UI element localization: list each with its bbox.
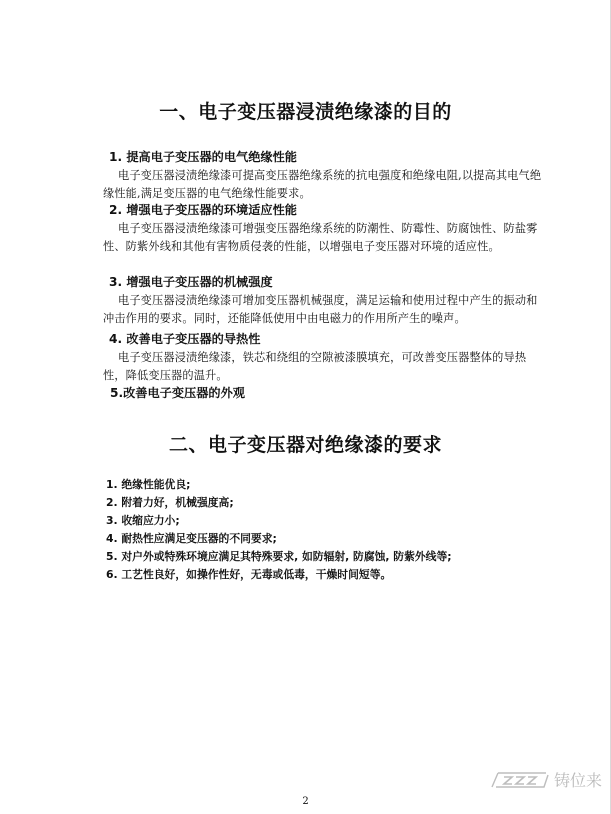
requirement-item: 3. 收缩应力小; [106, 514, 180, 527]
section-1-title: 1. 提高电子变压器的电气绝缘性能 [109, 150, 297, 164]
section-3-title: 3. 增强电子变压器的机械强度 [109, 275, 273, 289]
section-3-body: 电子变压器浸渍绝缘漆可增加变压器机械强度，满足运输和使用过程中产生的振动和冲击作用的要求。同时，还能降低使用中由电磁力的作用所产生的噪声。 [103, 294, 538, 325]
heading-purpose: 一、电子变压器浸渍绝缘漆的目的 [159, 101, 452, 123]
section-1-body: 电子变压器浸渍绝缘漆可提高变压器绝缘系统的抗电强度和绝缘电阻,以提高其电气绝缘性能,满足变压器的电气绝缘性能要求。 [103, 169, 542, 200]
section-1 [103, 148, 547, 202]
watermark-text: 铸位来 [553, 771, 602, 790]
page-number: 2 [302, 796, 309, 807]
zzz-logo-icon [488, 769, 550, 791]
section-5 [110, 384, 554, 403]
section-3 [103, 273, 547, 327]
requirement-item: 6. 工艺性良好，如操作性好，无毒或低毒，干燥时间短等。 [106, 568, 392, 581]
watermark [488, 768, 602, 791]
section-5-title: 5.改善电子变压器的外观 [110, 386, 245, 400]
section-2-title: 2. 增强电子变压器的环境适应性能 [109, 203, 297, 217]
requirements-list [106, 476, 546, 584]
heading-requirements: 二、电子变压器对绝缘漆的要求 [168, 434, 442, 456]
section-4-title: 4. 改善电子变压器的导热性 [109, 332, 261, 346]
requirement-item: 2. 附着力好，机械强度高; [106, 496, 234, 509]
section-2-body: 电子变压器浸渍绝缘漆可增强变压器绝缘系统的防潮性、防霉性、防腐蚀性、防盐雾性、防紫外线和其他有害物质侵袭的性能，以增强电子变压器对环境的适应性。 [103, 222, 538, 253]
requirement-item: 5. 对户外或特殊环境应满足其特殊要求, 如防辐射, 防腐蚀, 防紫外线等; [106, 550, 452, 563]
requirement-item: 4. 耐热性应满足变压器的不同要求; [106, 532, 277, 545]
requirement-item: 1. 绝缘性能优良; [106, 478, 191, 491]
section-2 [103, 201, 547, 255]
section-4-body: 电子变压器浸渍绝缘漆，铁芯和绕组的空隙被漆膜填充，可改善变压器整体的导热性，降低变压器的温升。 [103, 351, 527, 382]
section-4 [103, 330, 547, 384]
